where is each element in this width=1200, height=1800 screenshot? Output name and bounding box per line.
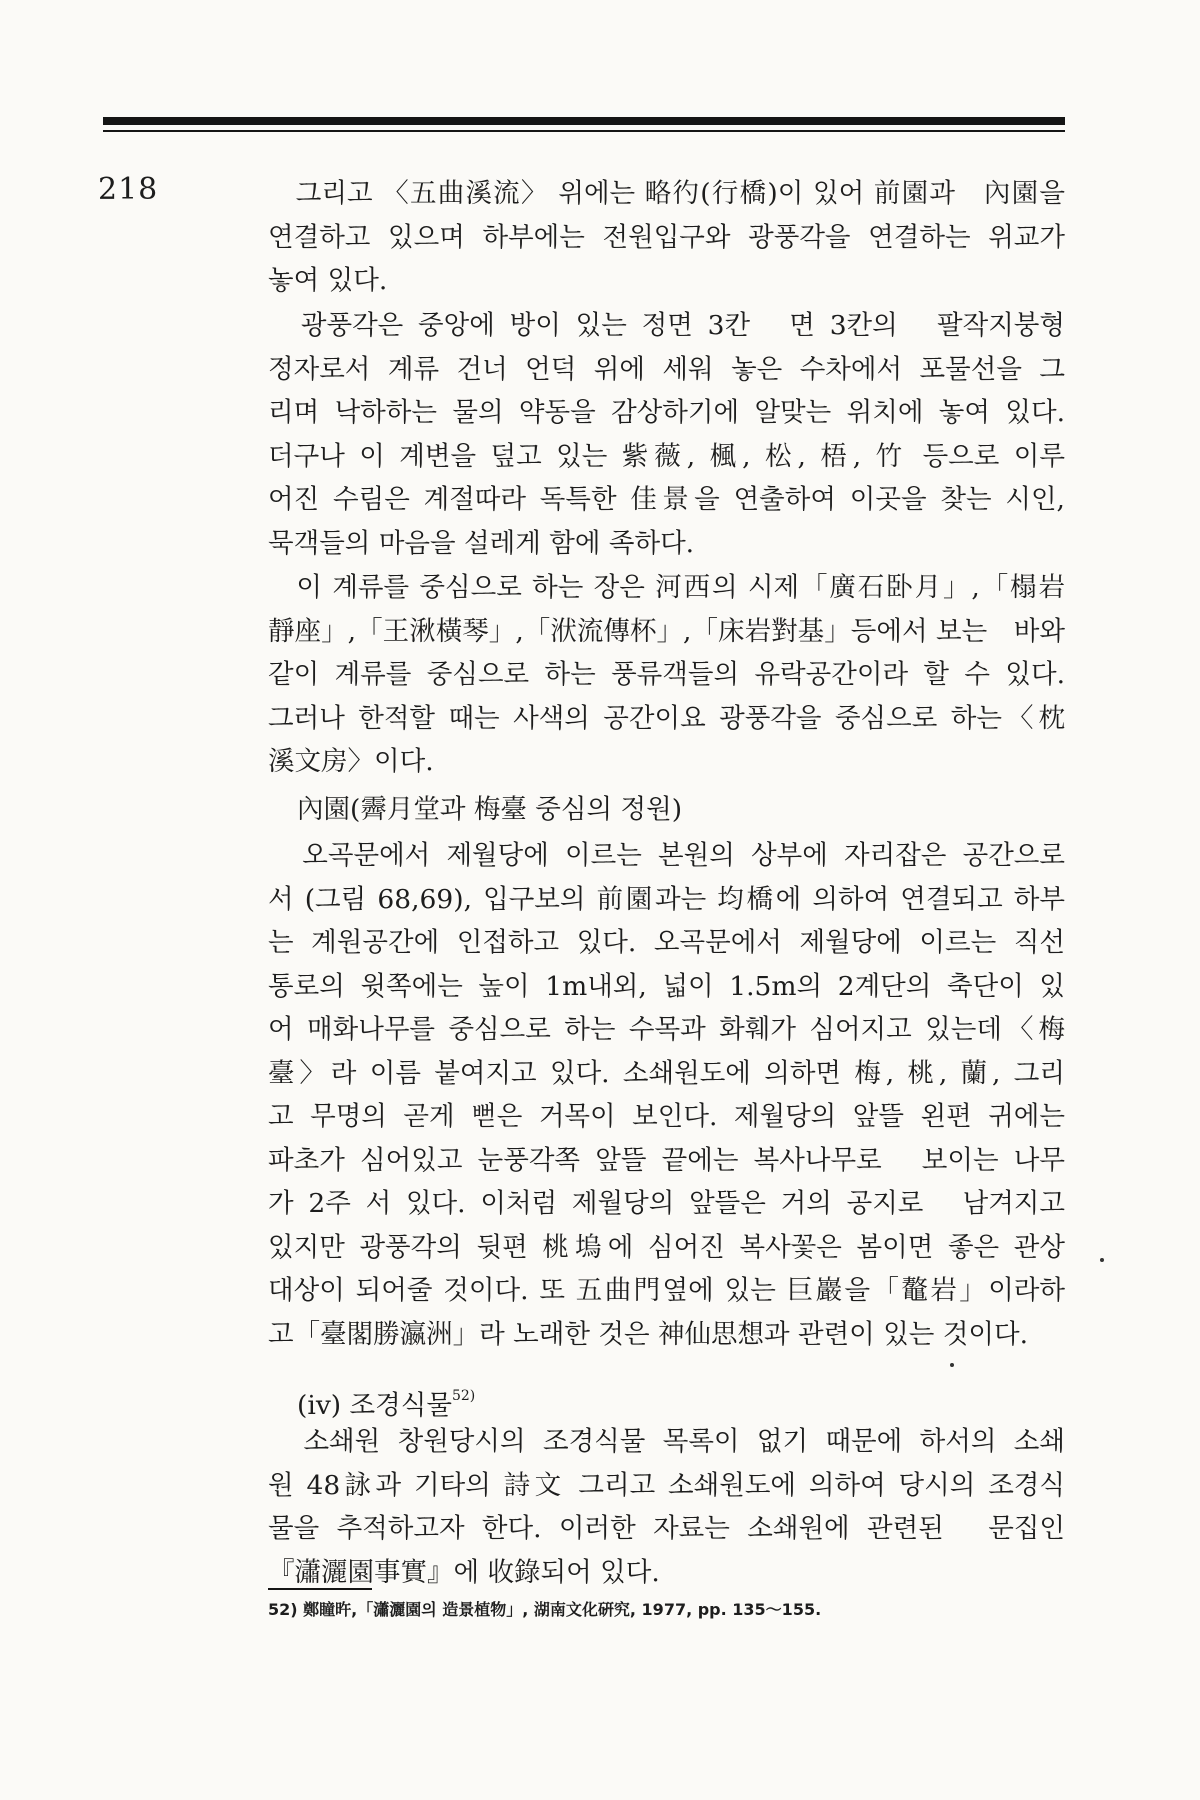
text-line: 溪文房〉이다. bbox=[268, 746, 434, 777]
paragraph-2 bbox=[268, 304, 1065, 565]
text-line: 통로의 윗쪽에는 높이 1m내외, 넓이 1.5m의 2계단의 축단이 있 bbox=[268, 970, 1065, 1002]
text-line: 있지만 광풍각의 뒷편 桃塢에 심어진 복사꽃은 봄이면 좋은 관상 bbox=[268, 1231, 1065, 1263]
text-line: 원 48詠과 기타의 詩文 그리고 소쇄원도에 의하여 당시의 조경식 bbox=[268, 1469, 1065, 1501]
text-line: 연결하고 있으며 하부에는 전원입구와 광풍각을 연결하는 위교가 bbox=[268, 221, 1065, 253]
text-line: 『瀟灑園事實』에 收錄되어 있다. bbox=[268, 1556, 660, 1588]
heading-text: (iv) 조경식물 bbox=[297, 1390, 452, 1421]
text-line: 리며 낙하하는 물의 약동을 감상하기에 알맞는 위치에 놓여 있다. bbox=[268, 397, 1065, 428]
text-line: 소쇄원 창원당시의 조경식물 목록이 없기 때문에 하서의 소쇄 bbox=[268, 1426, 1065, 1457]
header-rule-thick bbox=[103, 117, 1065, 125]
text-line: 정자로서 계류 건너 언덕 위에 세워 놓은 수차에서 포물선을 그 bbox=[268, 353, 1065, 385]
section-heading-inner-garden: 內園(霽月堂과 梅臺 중심의 정원) bbox=[297, 794, 683, 825]
paragraph-5 bbox=[268, 1420, 1065, 1594]
paragraph-3 bbox=[268, 566, 1065, 784]
text-line: 파초가 심어있고 눈풍각쪽 앞뜰 끝에는 복사나무로 보이는 나무 bbox=[268, 1144, 1065, 1176]
page-number: 218 bbox=[98, 172, 159, 207]
text-line: 어진 수림은 계절따라 독특한 佳景을 연출하여 이곳을 찾는 시인, bbox=[268, 484, 1065, 515]
text-line: 는 계원공간에 인접하고 있다. 오곡문에서 제월당에 이르는 직선 bbox=[268, 927, 1065, 958]
scan-speck bbox=[950, 1363, 954, 1367]
text-line: 그리고 〈五曲溪流〉 위에는 略彴(行橋)이 있어 前園과 內園을 bbox=[268, 178, 1065, 209]
text-line: 물을 추적하고자 한다. 이러한 자료는 소쇄원에 관련된 문집인 bbox=[268, 1513, 1065, 1544]
paragraph-4 bbox=[268, 834, 1065, 1356]
text-line: 고 무명의 곧게 뻗은 거목이 보인다. 제월당의 앞뜰 왼편 귀에는 bbox=[268, 1101, 1065, 1132]
header-rule-thin bbox=[103, 130, 1065, 132]
paragraph-1 bbox=[268, 172, 1065, 303]
text-line: 광풍각은 중앙에 방이 있는 정면 3칸 면 3칸의 팔작지붕형 bbox=[268, 310, 1065, 341]
footnote: 52) 鄭瞳旿,「瀟灑園의 造景植物」, 湖南文化硏究, 1977, pp. 135～155. bbox=[268, 1600, 822, 1619]
footnote-ref: 52) bbox=[451, 1388, 476, 1404]
text-line: 같이 계류를 중심으로 하는 풍류객들의 유락공간이라 할 수 있다. bbox=[268, 659, 1065, 690]
scan-speck bbox=[1100, 1258, 1104, 1262]
text-line: 묵객들의 마음을 설레게 함에 족하다. bbox=[268, 527, 695, 559]
text-line: 어 매화나무를 중심으로 하는 수목과 화훼가 심어지고 있는데〈梅 bbox=[268, 1014, 1065, 1045]
text-line: 가 2주 서 있다. 이처럼 제월당의 앞뜰은 거의 공지로 남겨지고 bbox=[268, 1188, 1065, 1219]
text-line: 더구나 이 계변을 덮고 있는 紫薇, 楓, 松, 梧, 竹 등으로 이루 bbox=[268, 440, 1065, 472]
text-line: 대상이 되어줄 것이다. 또 五曲門옆에 있는 巨巖을「鼇岩」이라하 bbox=[268, 1275, 1065, 1306]
text-line: 靜座」,「王湫橫琴」,「洑流傳杯」,「床岩對基」등에서 보는 바와 bbox=[268, 615, 1065, 647]
text-line: 서 (그림 68,69), 입구보의 前園과는 均橋에 의하여 연결되고 하부 bbox=[268, 883, 1065, 915]
text-line: 오곡문에서 제월당에 이르는 본원의 상부에 자리잡은 공간으로 bbox=[268, 840, 1065, 871]
text-line: 臺〉라 이름 붙여지고 있다. 소쇄원도에 의하면 梅, 桃, 蘭, 그리 bbox=[268, 1057, 1065, 1089]
text-line: 그러나 한적할 때는 사색의 공간이요 광풍각을 중심으로 하는〈枕 bbox=[268, 702, 1065, 734]
footnote-rule bbox=[268, 1588, 372, 1590]
text-line: 이 계류를 중심으로 하는 장은 河西의 시제「廣石卧月」,「榻岩 bbox=[268, 572, 1065, 603]
text-line: 고「臺閣勝瀛洲」라 노래한 것은 神仙思想과 관련이 있는 것이다. bbox=[268, 1318, 1029, 1350]
text-line: 놓여 있다. bbox=[268, 265, 388, 296]
